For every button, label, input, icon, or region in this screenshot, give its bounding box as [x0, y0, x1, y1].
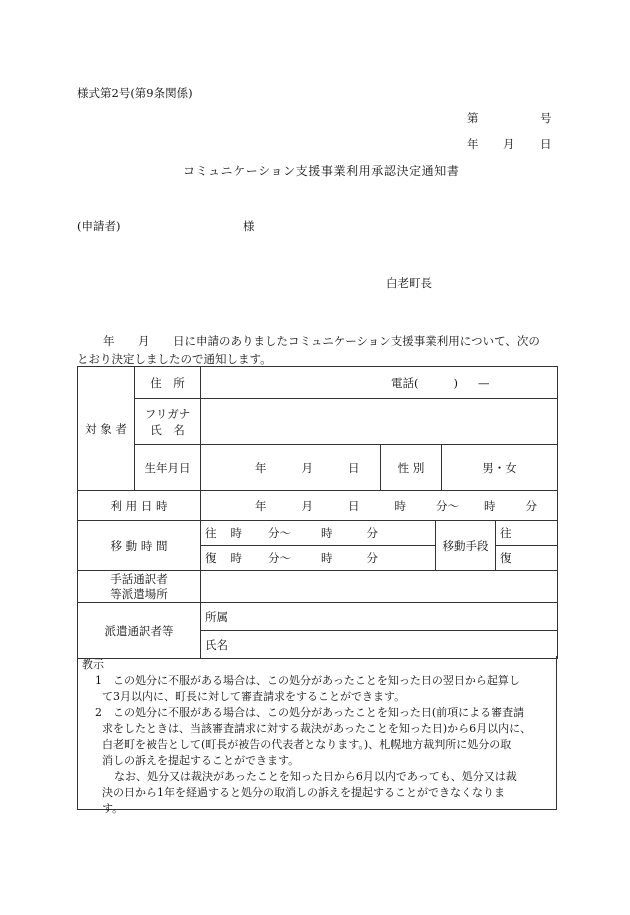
means-label: 移動手段 [436, 521, 496, 571]
intro-month: 月 [138, 334, 150, 348]
usage-hour: 時 [394, 498, 406, 513]
notice-item2-line2: 求をしたときは、当該審査請求に対する裁決があったことを知った日)から6月以内に、 [102, 722, 532, 735]
phone-dash: — [478, 375, 490, 390]
sex-label: 性 別 [381, 445, 442, 491]
return-hour-to: 時 [321, 551, 333, 565]
outbound-hour: 時 [230, 526, 242, 540]
affiliation-label: 所属 [205, 609, 228, 624]
return-minute-from: 分〜 [268, 551, 291, 565]
means-return[interactable] [496, 546, 558, 571]
return-minute-to: 分 [366, 551, 378, 565]
notice-heading: 教示 [82, 658, 104, 671]
means-outbound-label: 往 [500, 526, 512, 540]
date-year: 年 [467, 137, 479, 151]
usage-day: 日 [348, 498, 360, 513]
birth-label: 生年月日 [135, 445, 201, 491]
usage-field[interactable] [201, 491, 558, 521]
birth-field[interactable] [201, 445, 381, 491]
usage-minute-to: 分 [525, 498, 537, 513]
notice-item3-line2: 決の日から1年を経過すると処分の取消しの訴えを提起することができなくなりま [102, 786, 505, 799]
date-month: 月 [503, 137, 515, 151]
date-day: 日 [540, 137, 552, 151]
notice-item3-line1: なお、処分又は裁決があったことを知った日から6月以内であっても、処分又は裁 [114, 770, 517, 783]
outbound-time[interactable] [201, 521, 436, 546]
outbound-minute-from: 分〜 [268, 526, 291, 540]
place-label-2: 等派遣場所 [110, 586, 168, 601]
birth-year: 年 [255, 460, 267, 475]
means-return-label: 復 [500, 551, 512, 565]
notice-box [77, 656, 557, 815]
outbound-minute-to: 分 [366, 526, 378, 540]
doc-number-go: 号 [540, 111, 552, 125]
phone-close: ) [453, 375, 458, 390]
return-hour: 時 [230, 551, 242, 565]
return-time[interactable] [201, 546, 436, 571]
dispatch-name-field[interactable] [201, 631, 558, 659]
furigana-label: フリガナ [144, 406, 191, 421]
sex-value[interactable]: 男・女 [442, 445, 558, 491]
usage-hour-to: 時 [484, 498, 496, 513]
notice-item3-line3: す。 [102, 802, 124, 815]
means-outbound[interactable] [496, 521, 558, 546]
return-label: 復 [205, 551, 217, 565]
birth-day: 日 [348, 460, 360, 475]
notice-item2-line1: 2 この処分に不服がある場合は、この処分があったことを知った日(前項による審査請 [95, 706, 525, 719]
decision-table [77, 366, 558, 659]
name-field[interactable] [201, 399, 558, 445]
form-number: 様式第2号(第9条関係) [77, 86, 193, 100]
place-label-1: 手話通訳者 [110, 571, 168, 586]
applicant-label: (申請者) [77, 219, 121, 233]
name-label-cell [135, 399, 201, 445]
dispatch-label: 派遣通訳者等 [78, 603, 201, 659]
usage-month: 月 [301, 498, 313, 513]
place-label-cell [78, 571, 201, 603]
doc-number-dai: 第 [467, 111, 479, 125]
outbound-label: 往 [205, 526, 217, 540]
address-label: 住 所 [135, 367, 201, 399]
address-field[interactable] [201, 367, 558, 399]
usage-label: 利 用 日 時 [78, 491, 201, 521]
affiliation-field[interactable] [201, 603, 558, 631]
notice-item1-line1: 1 この処分に不服がある場合は、この処分があったことを知った日の翌日から起算し [95, 674, 520, 687]
notice-item2-line4: 消しの訴えを提起することができます。 [102, 754, 300, 767]
page-title: コミュニケーション支援事業利用承認決定通知書 [183, 164, 460, 178]
travel-label: 移 動 時 間 [78, 521, 201, 571]
name-label: 氏 名 [150, 422, 185, 437]
intro-line1: 日に申請のありましたコミュニケーション支援事業利用について、次の [173, 334, 540, 348]
notice-item2-line3: 白老町を被告として(町長が被告の代表者となります。)、札幌地方裁判所に処分の取 [102, 738, 512, 751]
intro-year: 年 [103, 334, 115, 348]
place-field[interactable] [201, 571, 558, 603]
notice-item1-line2: て3月以内に、町長に対して審査請求をすることができます。 [102, 690, 406, 703]
usage-year: 年 [255, 498, 267, 513]
intro-line2: とおり決定しましたので通知します。 [77, 352, 272, 366]
usage-minute-from: 分〜 [436, 498, 459, 513]
applicant-honorific: 様 [243, 219, 255, 233]
birth-month: 月 [301, 460, 313, 475]
target-person-label: 対 象 者 [78, 367, 135, 491]
phone-label: 電話( [391, 375, 419, 390]
outbound-hour-to: 時 [321, 526, 333, 540]
dispatch-name-label: 氏名 [205, 637, 228, 652]
issuer: 白老町長 [386, 276, 432, 290]
